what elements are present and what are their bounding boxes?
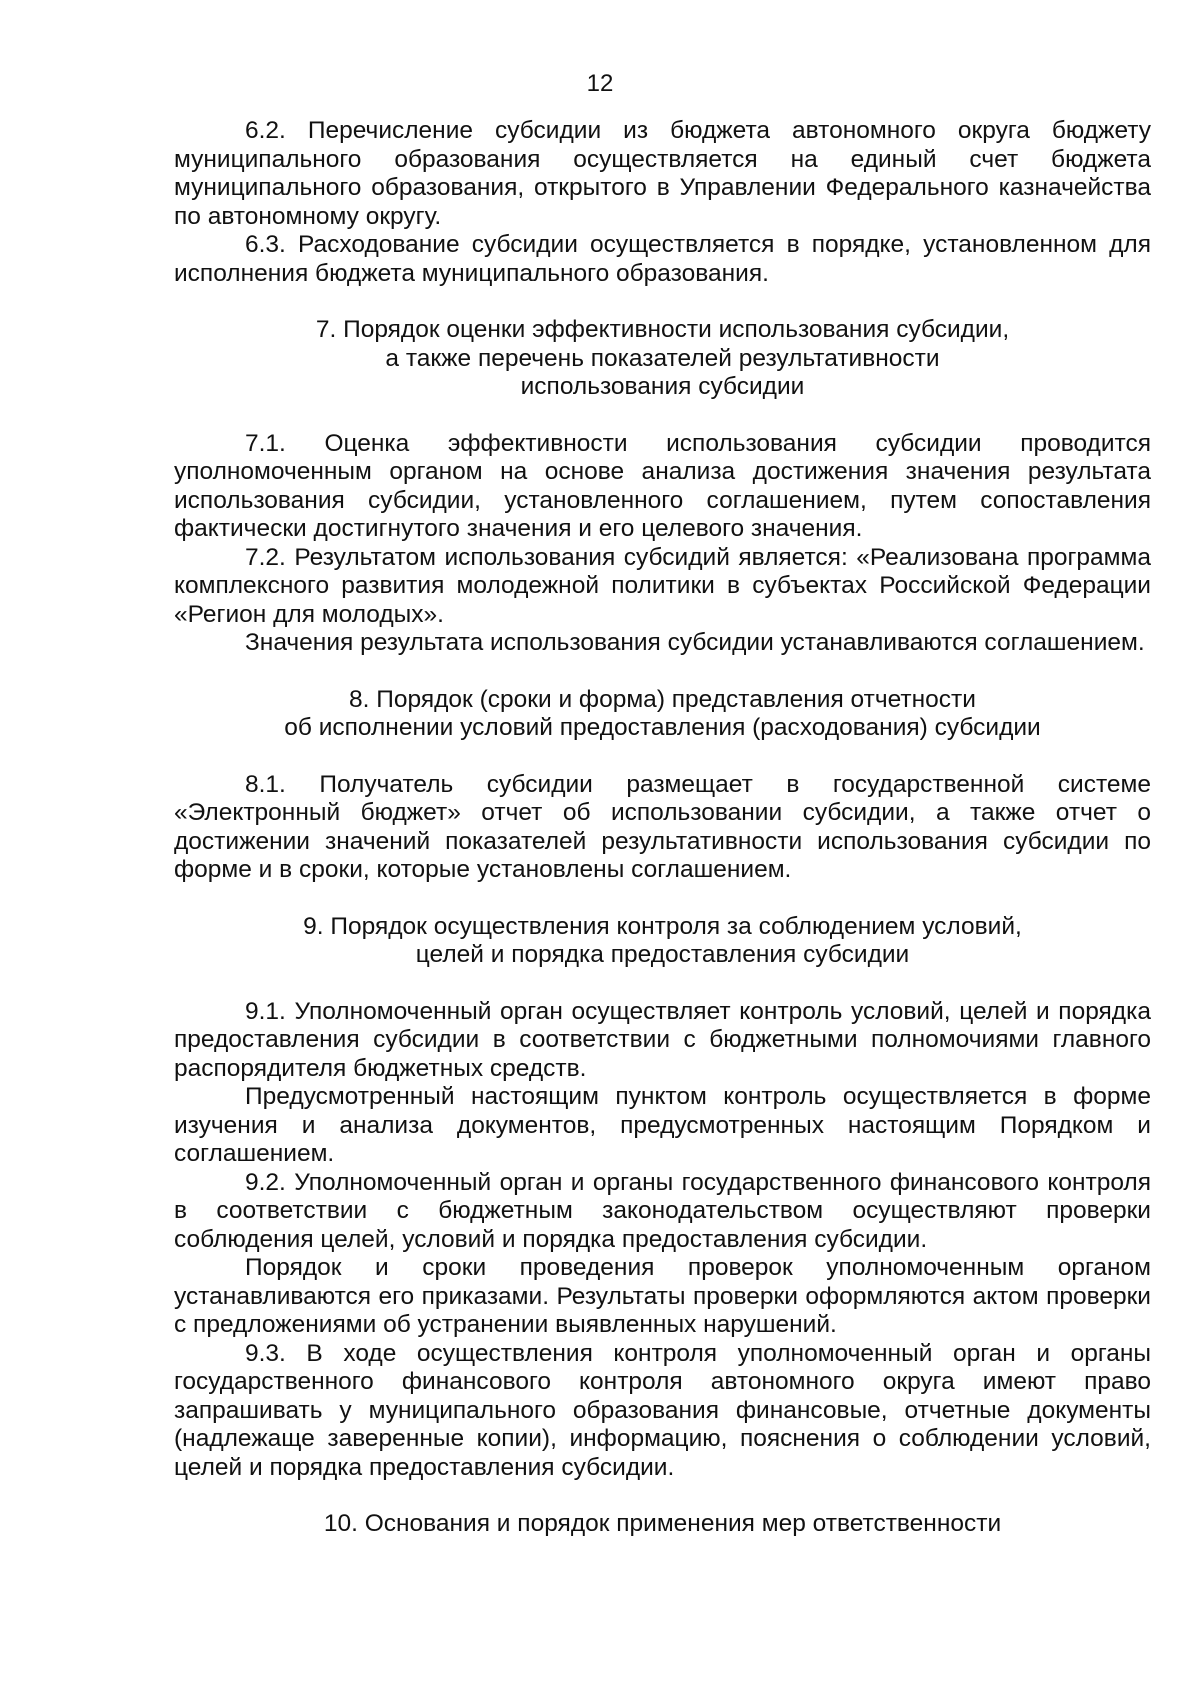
section-heading-line: а также перечень показателей результативности	[385, 344, 940, 372]
section-heading	[174, 1510, 1151, 1539]
paragraph: Значения результата использования субсидии устанавливаются соглашением.	[245, 629, 1145, 656]
paragraph: 8.1. Получатель субсидии размещает в государственной системе «Электронный бюджет» отчет об использовании субсидии, а также отчет о достижении значений показателей результативности использования субсидии по форме и в сроки, которые установлены соглашением.	[174, 770, 1151, 883]
section-spacer	[174, 1482, 1151, 1510]
section-heading	[174, 316, 1151, 402]
section-heading-line: 10. Основания и порядок применения мер ответственности	[323, 1510, 1002, 1537]
section-heading-line: 8. Порядок (сроки и форма) представления отчетности	[349, 685, 976, 713]
paragraph: 6.3. Расходование субсидии осуществляется в порядке, установленном для исполнения бюджета муниципального образования.	[174, 231, 1151, 287]
paragraph: 7.1. Оценка эффективности использования субсидии проводится уполномоченным органом на основе анализа достижения значения результата использования субсидии, установленного соглашением, путем сопоставления фактически достигнутого значения и его целевого значения.	[174, 429, 1151, 542]
document-body	[174, 117, 1151, 1539]
section-spacer	[174, 743, 1151, 771]
section-heading	[174, 913, 1151, 970]
paragraph: Порядок и сроки проведения проверок уполномоченным органом устанавливаются его приказами. Результаты проверки оформляются актом проверки с предложениями об устранении выявленных нарушений.	[174, 1254, 1151, 1338]
paragraph: 9.2. Уполномоченный орган и органы государственного финансового контроля в соответствии с бюджетным законодательством осуществляют проверки соблюдения целей, условий и порядка предоставления субсидии.	[174, 1168, 1151, 1253]
section-spacer	[174, 402, 1151, 430]
section-heading-line: 7. Порядок оценки эффективности использования субсидии,	[315, 316, 1010, 343]
section-spacer	[174, 658, 1151, 686]
section-heading-line: об исполнении условий предоставления (расходования) субсидии	[284, 714, 1041, 741]
page-number: 12	[586, 70, 614, 97]
paragraph: 6.2. Перечисление субсидии из бюджета автономного округа бюджету муниципального образования осуществляется на единый счет бюджета муниципального образования, открытого в Управлении Федерального казначейства по автономному округу.	[174, 117, 1151, 230]
section-spacer	[174, 970, 1151, 998]
section-spacer	[174, 288, 1151, 316]
section-heading-line: 9. Порядок осуществления контроля за соблюдением условий,	[303, 912, 1022, 940]
section-heading	[174, 686, 1151, 743]
section-spacer	[174, 885, 1151, 913]
section-heading-line: использования субсидии	[520, 373, 805, 400]
paragraph: 9.1. Уполномоченный орган осуществляет контроль условий, целей и порядка предоставления субсидии в соответствии с бюджетными полномочиями главного распорядителя бюджетных средств.	[174, 997, 1151, 1082]
paragraph: 9.3. В ходе осуществления контроля уполномоченный орган и органы государственного финансового контроля автономного округа имеют право запрашивать у муниципального образования финансовые, отчетные документы (надлежаще заверенные копии), информацию, пояснения о соблюдении условий, целей и порядка предоставления субсидии.	[174, 1339, 1151, 1481]
section-heading-line: целей и порядка предоставления субсидии	[415, 941, 910, 968]
paragraph: 7.2. Результатом использования субсидий является: «Реализована программа комплексного развития молодежной политики в субъектах Российской Федерации «Регион для молодых».	[174, 543, 1151, 628]
paragraph: Предусмотренный настоящим пунктом контроль осуществляется в форме изучения и анализа документов, предусмотренных настоящим Порядком и соглашением.	[174, 1083, 1151, 1167]
